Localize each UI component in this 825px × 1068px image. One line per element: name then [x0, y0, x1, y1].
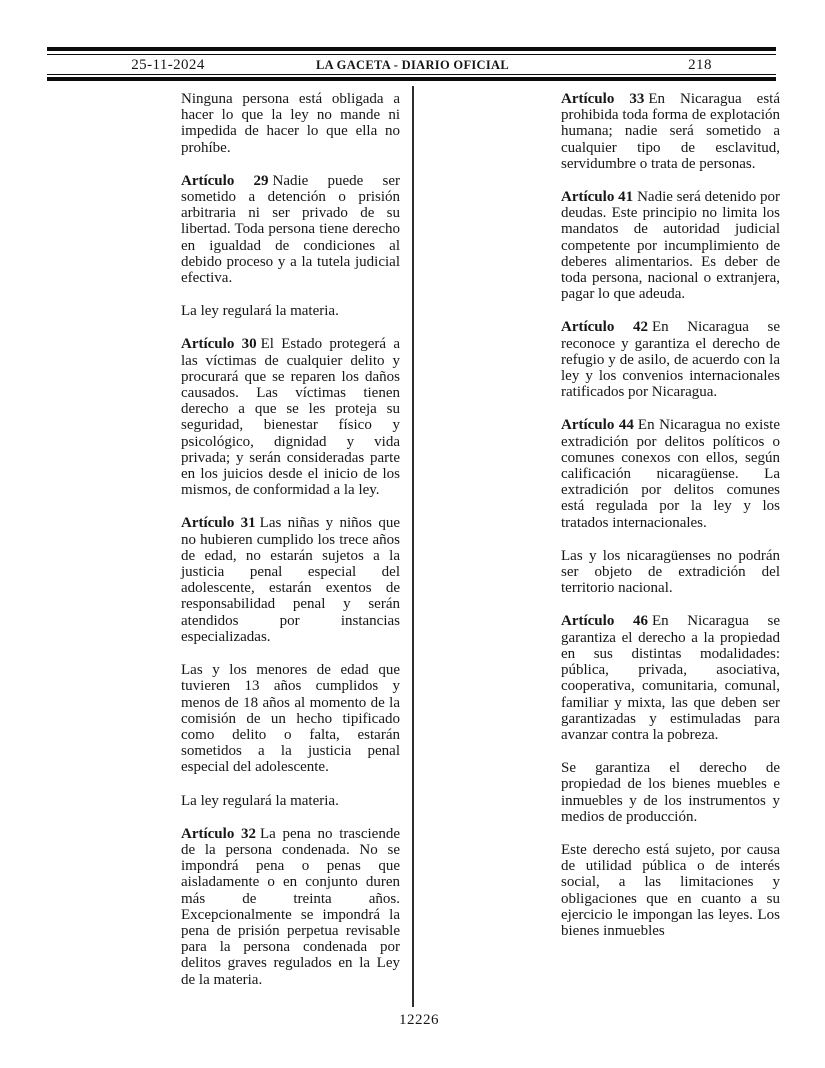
article-label: Artículo 42	[561, 319, 648, 336]
footer-page-number: 12226	[399, 1012, 439, 1028]
header-rule-bottom-thick	[47, 77, 776, 81]
paragraph-propiedad-bienes	[561, 760, 780, 825]
paragraph-derecho-sujeto	[561, 842, 780, 939]
right-column	[561, 91, 780, 939]
paragraph-text: En Nicaragua no existe extradición por delitos políticos o comunes conexos con ellos, según calificación nicaragüense. La extradición por delitos comunes está regulada por la ley y los tratados internacionales.	[561, 417, 780, 531]
paragraph-articulo-42	[561, 319, 780, 400]
article-label: Artículo 32	[181, 825, 257, 842]
article-label: Artículo 44	[561, 417, 634, 434]
paragraph-text: En Nicaragua se garantiza el derecho a la propiedad en sus distintas modalidades: pública, privada, asociativa, cooperativa, comunitaria, comunal, familiar y mixta, las que deben ser garantizadas y estimuladas para avanzar contra la pobreza.	[561, 613, 780, 743]
paragraph-text: En Nicaragua está prohibida toda forma de explotación humana; nadie será sometido a cualquier tipo de esclavitud, servidumbre o trata de personas.	[561, 91, 780, 172]
header-date: 25-11-2024	[131, 57, 205, 73]
paragraph-articulo-41	[561, 189, 780, 302]
article-label: Artículo 29	[181, 172, 269, 189]
article-label: Artículo 31	[181, 515, 256, 532]
paragraph-articulo-32	[181, 826, 400, 988]
paragraph-text: En Nicaragua se reconoce y garantiza el derecho de refugio y de asilo, de acuerdo con la ley y los convenios internacionales ratificados por Nicaragua.	[561, 319, 780, 401]
header-rule-top-thick	[47, 47, 776, 51]
column-divider-rule	[412, 86, 414, 1007]
paragraph-text: La ley regulará la materia.	[181, 303, 339, 320]
paragraph-extradicion-nacionales	[561, 548, 780, 597]
paragraph-articulo-44	[561, 417, 780, 530]
paragraph-menores-de-edad	[181, 662, 400, 775]
paragraph-text: Ninguna persona está obligada a hacer lo que la ley no mande ni impedida de hacer lo que ella no prohíbe.	[181, 91, 400, 156]
article-label: Artículo 33	[561, 91, 645, 107]
paragraph-text: Este derecho está sujeto, por causa de utilidad pública o de interés social, a las limitaciones y obligaciones que en cuanto a su ejercicio le impongan las leyes. Los bienes inmuebles	[561, 841, 780, 939]
paragraph-text: Se garantiza el derecho de propiedad de los bienes muebles e inmuebles y de los instrumentos y medios de producción.	[561, 760, 780, 825]
header-rule-bottom-thin	[47, 74, 776, 75]
article-label: Artículo 41	[561, 189, 634, 206]
header-page-number: 218	[688, 57, 712, 73]
article-label: Artículo 46	[561, 613, 648, 630]
paragraph-text: Las y los nicaragüenses no podrán ser objeto de extradición del territorio nacional.	[561, 547, 780, 597]
paragraph-articulo-33	[561, 91, 780, 172]
paragraph-text: El Estado protegerá a las víctimas de cualquier delito y procurará que se reparen los daños causados. Las víctimas tienen derecho a que se les proteja su seguridad, bienestar físico y psicológico, dignidad y vida privada; y serán consideradas parte en los juicios desde el inicio de los mismos, de conformidad a la ley.	[181, 336, 400, 499]
paragraph-text: Nadie será detenido por deudas. Este principio no limita los mandatos de autoridad judicial competente por incumplimiento de deberes alimentarios. Es deber de toda persona, nacional o extranjera, pagar lo que adeuda.	[561, 189, 780, 303]
paragraph-articulo-30	[181, 336, 400, 498]
paragraph-articulo-31	[181, 515, 400, 645]
header-rule-top-thin	[47, 54, 776, 55]
article-label: Artículo 30	[181, 336, 257, 353]
paragraph-text: La pena no trasciende de la persona condenada. No se impondrá pena o penas que aisladamente o en conjunto duren más de treinta años. Excepcionalmente se impondrá la pena de prisión perpetua revisable para la persona condenada por delitos graves regulados en la Ley de la materia.	[181, 825, 401, 988]
paragraph-ley-regulara-1	[181, 303, 400, 319]
paragraph-text: Nadie puede ser sometido a detención o prisión arbitraria ni ser privado de su libertad. Toda persona tiene derecho en igualdad de condiciones al debido proceso y a la tutela judicial efectiva.	[181, 172, 401, 287]
paragraph-text: La ley regulará la materia.	[181, 792, 339, 809]
left-column	[181, 91, 400, 988]
paragraph-articulo-29	[181, 173, 400, 286]
paragraph-ley-regulara-2	[181, 793, 400, 809]
header-title: LA GACETA - DIARIO OFICIAL	[315, 58, 509, 72]
paragraph-articulo-46	[561, 613, 780, 743]
paragraph-text: Las y los menores de edad que tuvieren 13 años cumplidos y menos de 18 años al momento de la comisión de un hecho tipificado como delito o falta, estarán sometidos a la justicia penal especial del adolescente.	[181, 662, 400, 776]
paragraph-intro-ley	[181, 91, 400, 156]
paragraph-text: Las niñas y niños que no hubieren cumplido los trece años de edad, no estarán sujetos a la justicia penal especial del adolescente, estarán exentos de responsabilidad penal y serán atendidos por instancias especializadas.	[181, 515, 401, 645]
